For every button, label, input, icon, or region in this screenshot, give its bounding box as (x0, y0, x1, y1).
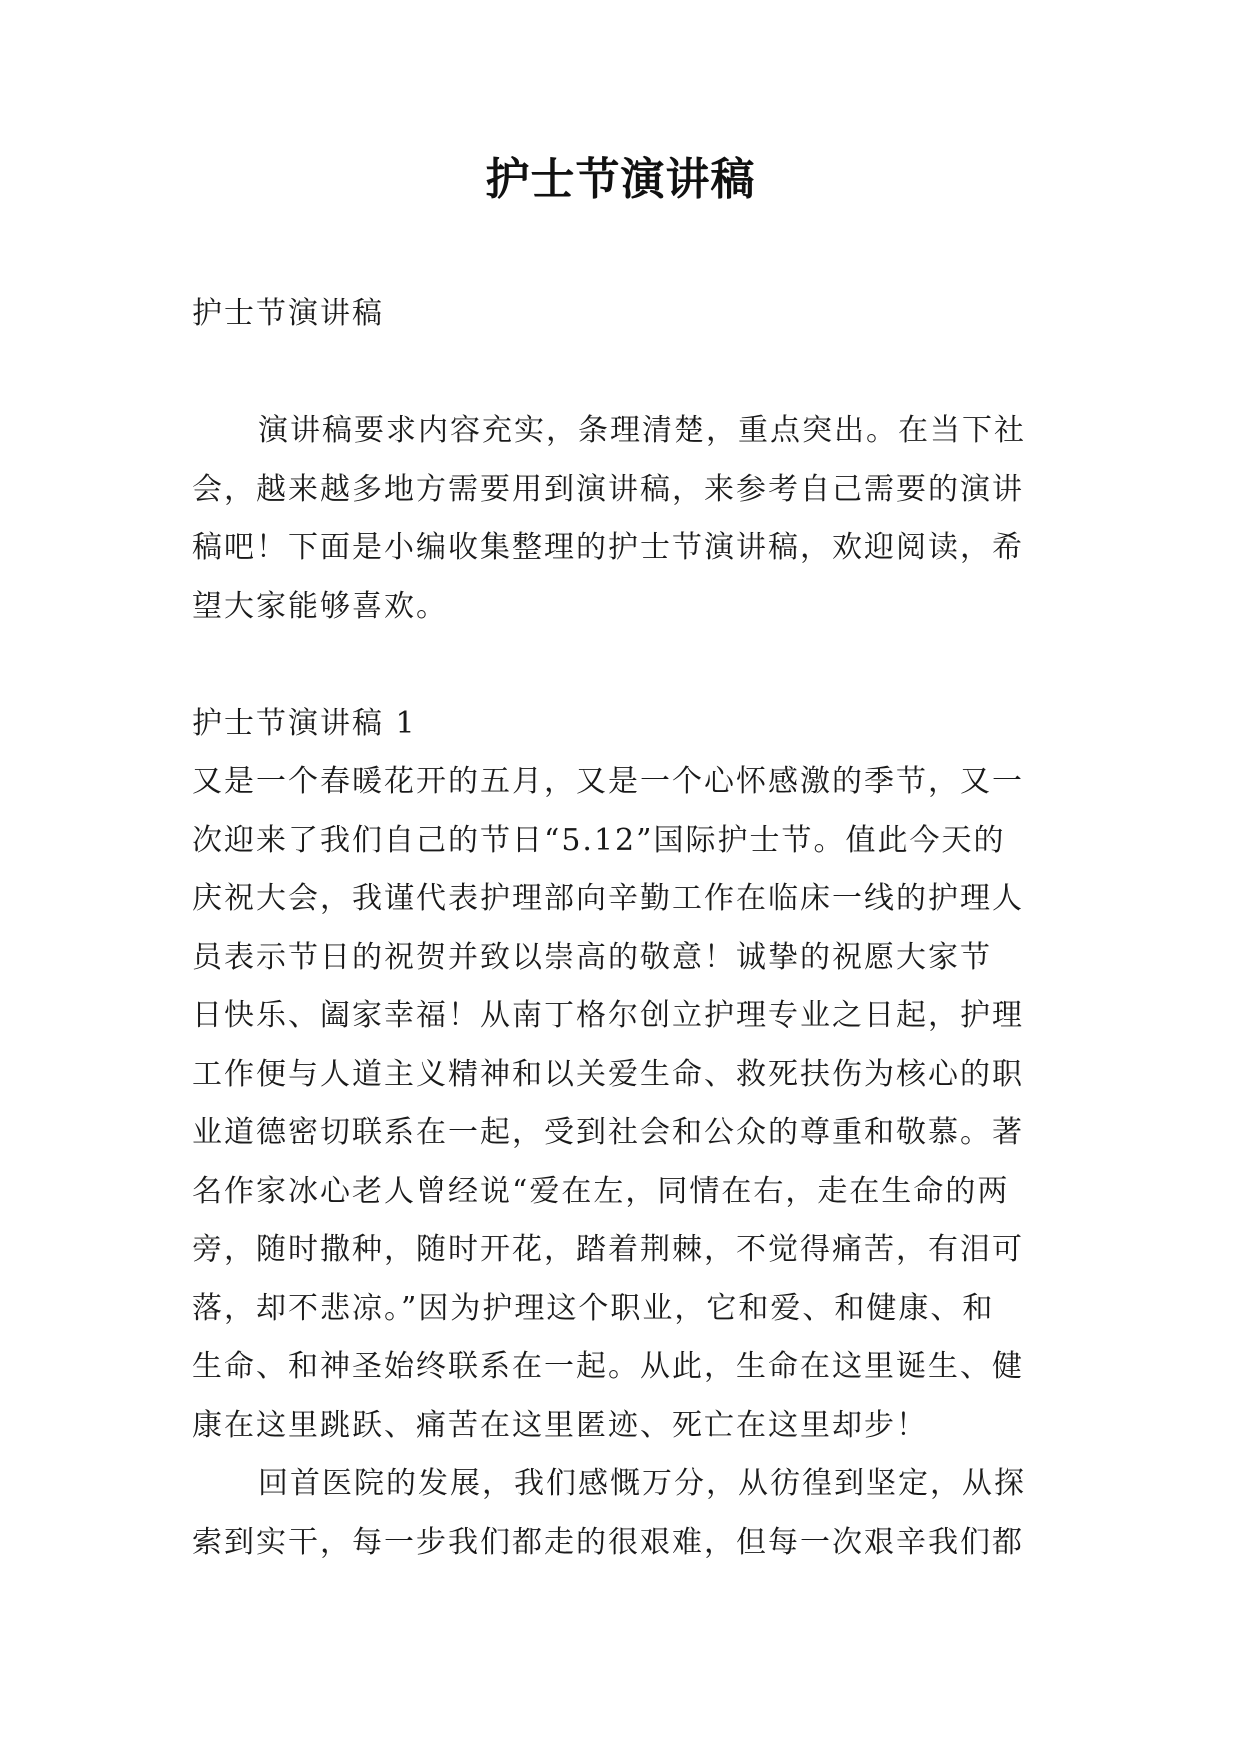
body-line: 员表示节日的祝贺并致以崇高的敬意！诚挚的祝愿大家节 (192, 939, 992, 975)
body-line: 又是一个春暖花开的五月，又是一个心怀感激的季节，又一 (192, 764, 1024, 799)
intro-line: 会，越来越多地方需要用到演讲稿，来参考自己需要的演讲 (192, 471, 1024, 507)
body-line: 工作便与人道主义精神和以关爱生命、救死扶伤为核心的职 (192, 1056, 1024, 1092)
body-line: 庆祝大会，我谨代表护理部向辛勤工作在临床一线的护理人 (192, 881, 1024, 916)
spacer (192, 344, 1052, 403)
body-line: 次迎来了我们自己的节日“5.12”国际护士节。值此今天的 (192, 822, 1006, 858)
body-paragraph-2 (192, 1455, 1052, 1572)
intro-line: 演讲稿要求内容充实，条理清楚，重点突出。在当下社 (258, 413, 1026, 448)
document-body (192, 285, 1052, 1572)
body-line: 日快乐、阖家幸福！从南丁格尔创立护理专业之日起，护理 (192, 998, 1024, 1033)
intro-paragraph (192, 402, 1052, 636)
section-heading: 护士节演讲稿 1 (192, 705, 417, 741)
subtitle: 护士节演讲稿 (192, 296, 384, 331)
body-line: 康在这里跳跃、痛苦在这里匿迹、死亡在这里却步！ (192, 1407, 928, 1443)
intro-line: 稿吧！下面是小编收集整理的护士节演讲稿，欢迎阅读，希 (192, 530, 1024, 565)
body-line: 名作家冰心老人曾经说“爱在左，同情在右，走在生命的两 (192, 1173, 1010, 1209)
body-line: 回首医院的发展，我们感慨万分，从彷徨到坚定，从探 (258, 1466, 1026, 1501)
spacer (192, 636, 1052, 695)
body-line: 旁，随时撒种，随时开花，踏着荆棘，不觉得痛苦，有泪可 (192, 1232, 1024, 1267)
body-line: 生命、和神圣始终联系在一起。从此，生命在这里诞生、健 (192, 1349, 1024, 1384)
intro-line: 望大家能够喜欢。 (192, 588, 448, 624)
body-line: 索到实干，每一步我们都走的很艰难，但每一次艰辛我们都 (192, 1524, 1024, 1560)
body-line: 业道德密切联系在一起，受到社会和公众的尊重和敬慕。著 (192, 1115, 1024, 1150)
document-title: 护士节演讲稿 (485, 154, 756, 205)
body-line: 落，却不悲凉。”因为护理这个职业，它和爱、和健康、和 (192, 1290, 995, 1326)
body-paragraph (192, 753, 1052, 1455)
